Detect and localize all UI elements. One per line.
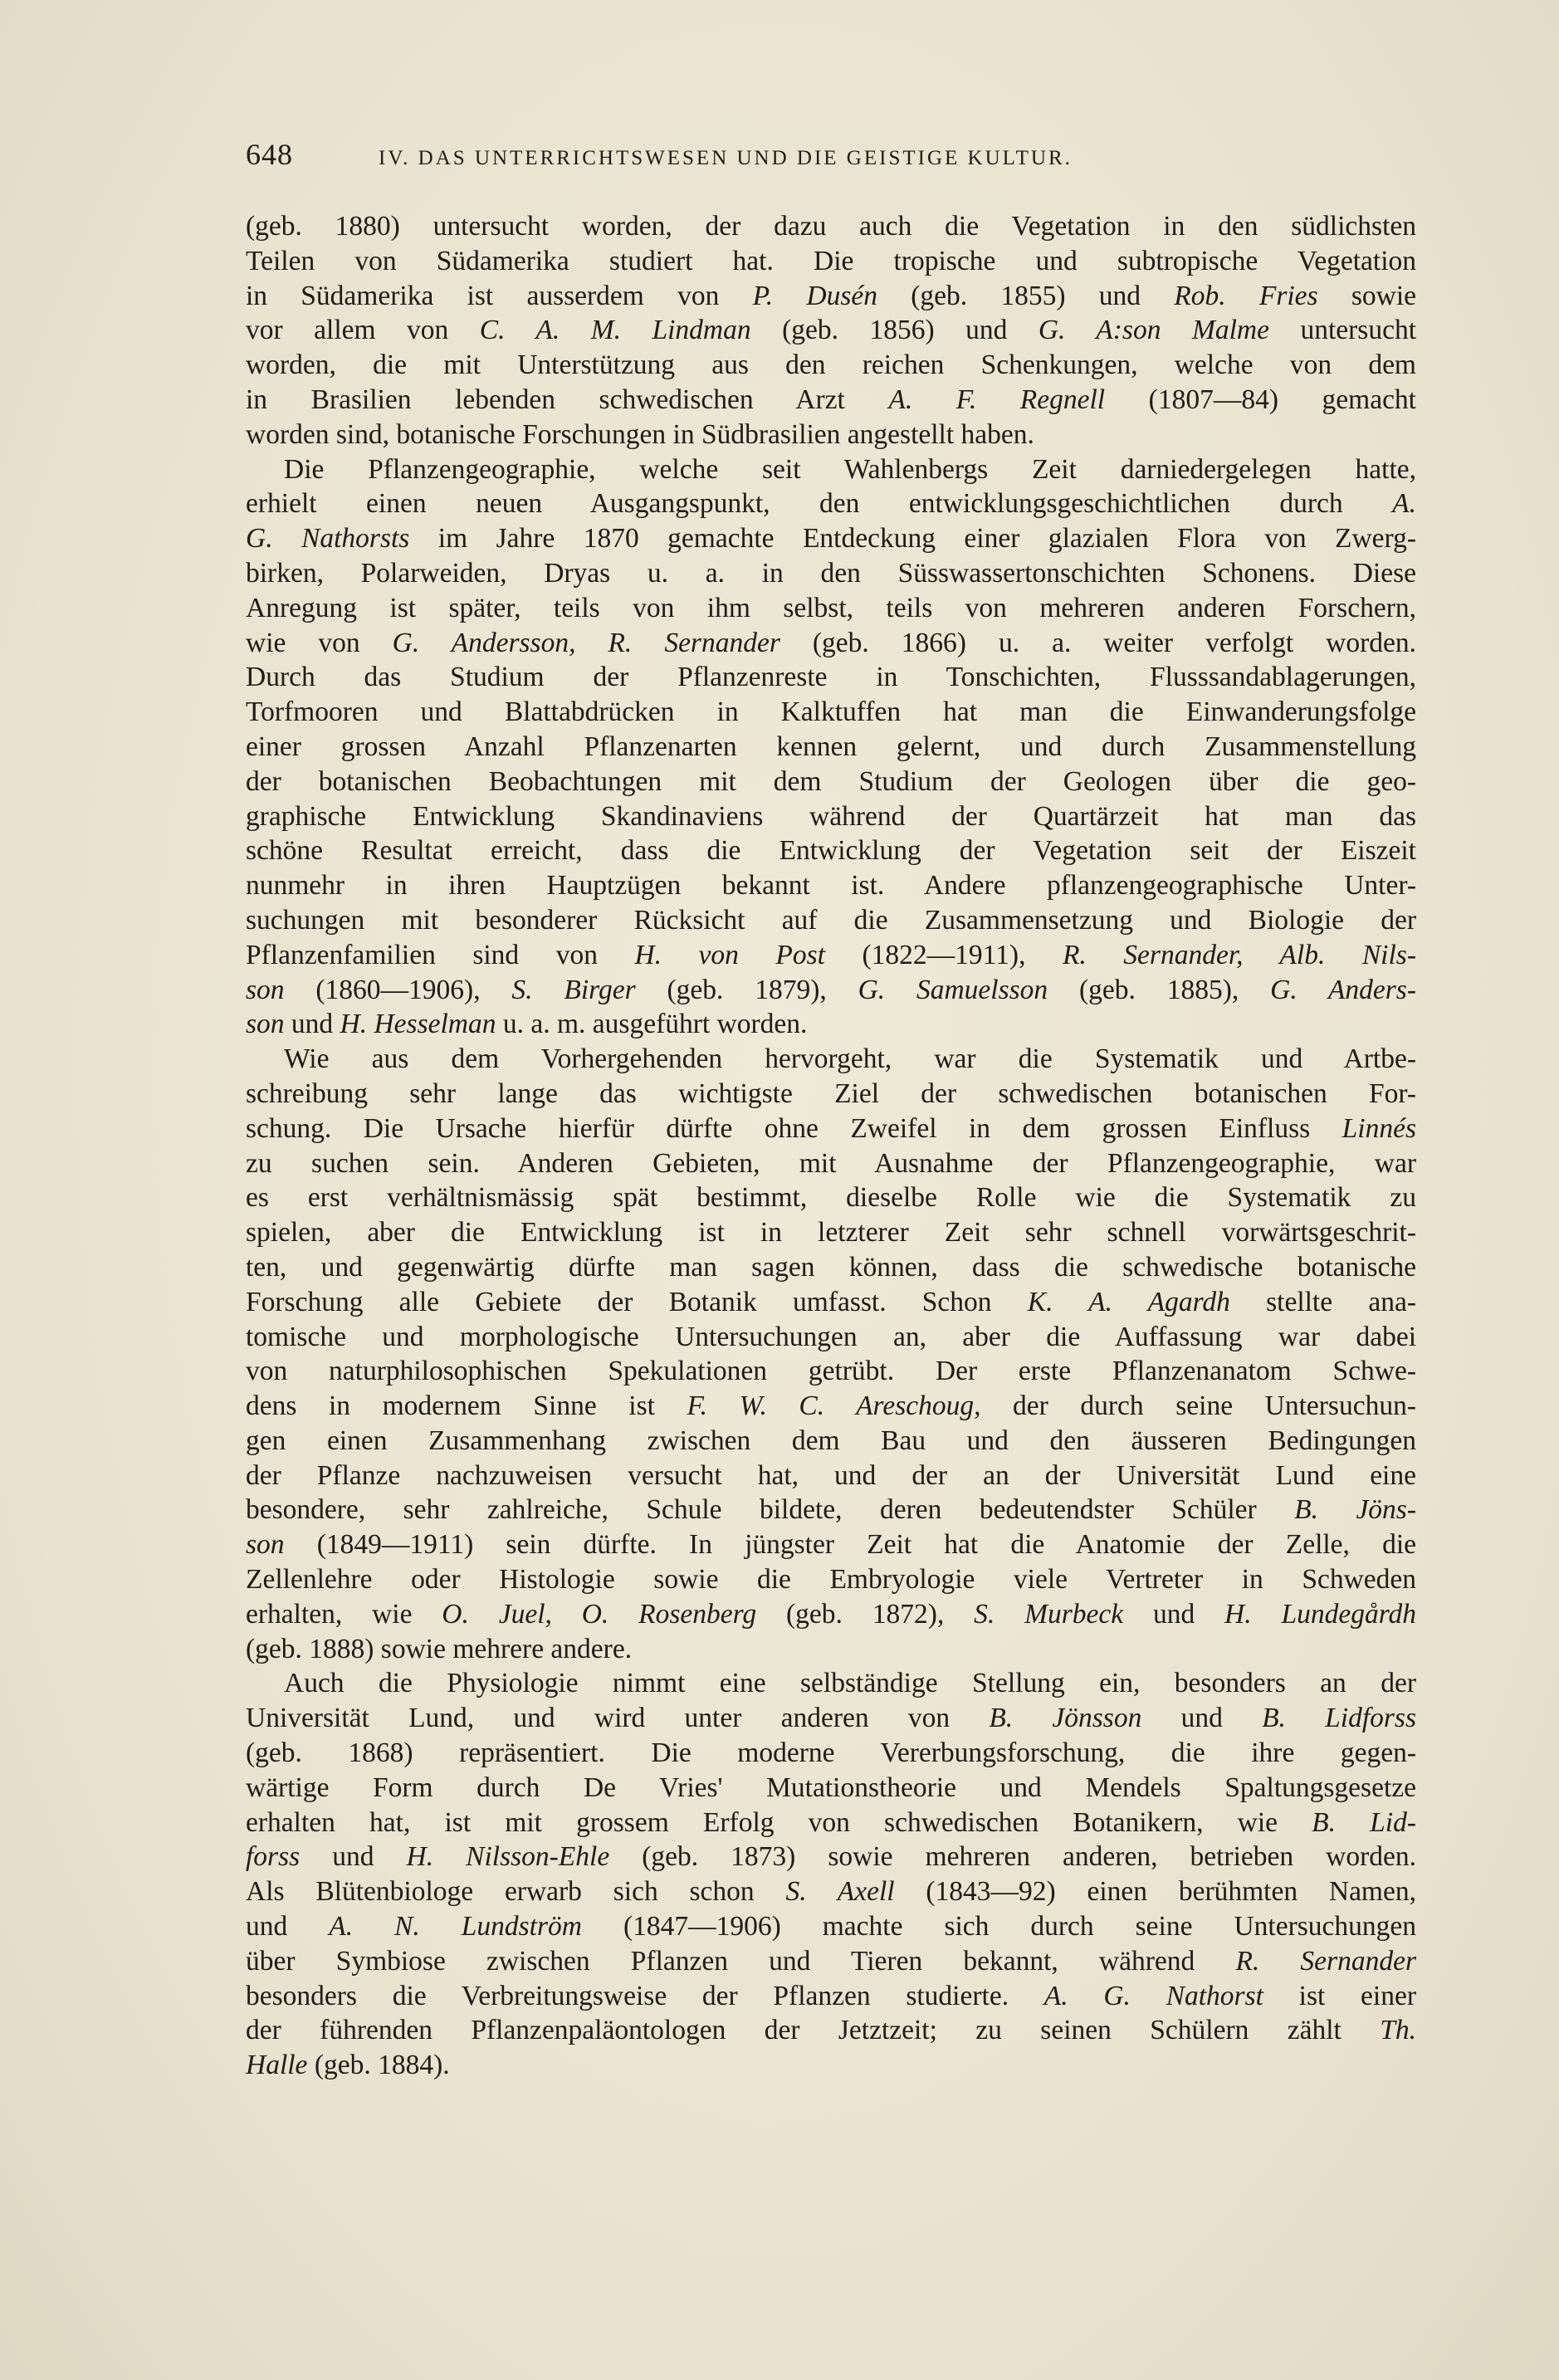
text-line — [246, 383, 1416, 418]
text-line — [246, 1180, 1416, 1215]
italic-name: B. Jöns- — [1294, 1494, 1417, 1526]
text-segment: von naturphilosophischen Spekulationen getrübt. Der erste Pflanzenanatom Schwe- — [246, 1356, 1416, 1387]
text-segment: (geb. 1884). — [307, 2050, 450, 2081]
text-segment: birken, Polarweiden, Dryas u. a. in den Süsswassertonschichten Schonens. Diese — [246, 557, 1416, 589]
italic-name: G. Anders- — [1270, 974, 1416, 1005]
text-line — [246, 1146, 1416, 1181]
text-segment: Pflanzenfamilien sind von — [246, 939, 635, 970]
italic-name: C. A. M. Lindman — [479, 315, 751, 346]
text-line — [246, 452, 1416, 487]
italic-name: S. Murbeck — [974, 1598, 1124, 1630]
text-segment: in Südamerika ist ausserdem von — [246, 280, 753, 311]
text-segment: Torfmooren und Blattabdrücken in Kalktuffen hat man die Einwanderungsfolge — [246, 696, 1416, 728]
text-line — [246, 1874, 1416, 1909]
text-line — [246, 1944, 1416, 1979]
text-line — [246, 903, 1416, 938]
italic-name: S. Birger — [511, 974, 636, 1005]
text-line — [246, 660, 1416, 695]
text-segment: Universität Lund, und wird unter anderen von — [246, 1703, 990, 1734]
text-line — [246, 1077, 1416, 1112]
text-line — [246, 1527, 1416, 1562]
text-line — [246, 1979, 1416, 2014]
italic-name: forss — [246, 1841, 301, 1873]
text-line — [246, 591, 1416, 626]
text-segment: schreibung sehr lange das wichtigste Ziel der schwedischen botanischen For- — [246, 1078, 1416, 1109]
text-line — [246, 1285, 1416, 1320]
italic-name: G. A:son Malme — [1038, 315, 1269, 346]
text-segment: gen einen Zusammenhang zwischen dem Bau und den äusseren Bedingungen — [246, 1425, 1416, 1456]
text-segment: über Symbiose zwischen Pflanzen und Tieren bekannt, während — [246, 1945, 1236, 1977]
italic-name: O. Juel, O. Rosenberg — [442, 1598, 757, 1630]
text-segment: Als Blütenbiologe erwarb sich schon — [246, 1876, 786, 1908]
text-segment: und — [1123, 1598, 1225, 1630]
page-number: 648 — [246, 138, 293, 171]
text-segment: wärtige Form durch De Vries' Mutationstheorie und Mendels Spaltungsgesetze — [246, 1772, 1416, 1803]
text-segment: Wie aus dem Vorhergehenden hervorgeht, war die Systematik und Artbe- — [284, 1043, 1416, 1075]
text-line — [246, 313, 1416, 348]
italic-name: G. Nathorsts — [246, 523, 410, 555]
text-line — [246, 1666, 1416, 1701]
italic-name: R. Sernander, Alb. Nils- — [1062, 939, 1416, 970]
text-segment: Auch die Physiologie nimmt eine selbständige Stellung ein, besonders an der — [284, 1668, 1416, 1699]
text-segment: erhielt einen neuen Ausgangspunkt, den entwicklungsgeschichtlichen durch — [246, 488, 1393, 520]
italic-name: B. Jönsson — [989, 1703, 1142, 1734]
text-segment: sowie — [1317, 280, 1416, 311]
text-line — [246, 1736, 1416, 1771]
text-segment: Die Pflanzengeographie, welche seit Wahlenbergs Zeit darniedergelegen hatte, — [284, 453, 1416, 485]
italic-name: son — [246, 1529, 285, 1561]
text-segment: der Pflanze nachzuweisen versucht hat, und der an der Universität Lund eine — [246, 1459, 1416, 1491]
text-line — [246, 1632, 1416, 1667]
italic-name: Linnés — [1342, 1112, 1416, 1144]
text-line — [246, 209, 1416, 244]
text-segment: (geb. 1868) repräsentiert. Die moderne Vererbungsforschung, die ihre gegen- — [246, 1737, 1416, 1769]
text-segment: Zellenlehre oder Histologie sowie die Embryologie viele Vertreter in Schweden — [246, 1564, 1416, 1596]
text-segment: und — [1141, 1703, 1263, 1734]
text-segment: (geb. 1879), — [635, 974, 858, 1005]
text-line — [246, 1771, 1416, 1806]
text-segment: Durch das Studium der Pflanzenreste in Tonschichten, Flusssandablagerungen, — [246, 662, 1416, 693]
text-segment: graphische Entwicklung Skandinaviens während der Quartärzeit hat man das — [246, 800, 1416, 832]
text-segment: der durch seine Untersuchun- — [980, 1390, 1416, 1422]
text-segment: worden sind, botanische Forschungen in Südbrasilien angestellt haben. — [246, 418, 1034, 450]
text-segment: spielen, aber die Entwicklung ist in letzterer Zeit sehr schnell vorwärtsgeschrit- — [246, 1217, 1416, 1249]
text-segment: (geb. 1880) untersucht worden, der dazu auch die Vegetation in den südlichsten — [246, 211, 1416, 242]
italic-name: S. Axell — [785, 1876, 895, 1908]
italic-name: Th. — [1380, 2015, 1416, 2046]
italic-name: son — [246, 974, 285, 1005]
text-segment: (1843—92) einen berühmten Namen, — [894, 1876, 1416, 1908]
italic-name: K. A. Agardh — [1027, 1286, 1230, 1317]
text-segment: und — [284, 1009, 340, 1040]
italic-name: G. Andersson, R. Sernander — [392, 627, 780, 658]
text-segment: u. a. m. ausgeführt worden. — [496, 1009, 808, 1040]
text-segment: (1807—84) gemacht — [1105, 384, 1416, 415]
text-segment: (1847—1906) machte sich durch seine Untersuchungen — [581, 1911, 1416, 1943]
text-segment: stellte ana- — [1229, 1286, 1416, 1317]
body-text — [246, 209, 1416, 2083]
text-segment: suchungen mit besonderer Rücksicht auf die Zusammensetzung und Biologie der — [246, 904, 1416, 936]
text-line — [246, 2048, 1416, 2083]
text-segment: (1822—1911), — [824, 939, 1063, 970]
text-segment: und — [300, 1841, 407, 1873]
text-segment: (geb. 1872), — [756, 1598, 975, 1630]
italic-name: A. G. Nathorst — [1043, 1980, 1263, 2011]
italic-name: F. W. C. Areschoug, — [687, 1390, 981, 1422]
text-line — [246, 1562, 1416, 1597]
text-line — [246, 279, 1416, 314]
text-line — [246, 973, 1416, 1008]
text-segment: schöne Resultat erreicht, dass die Entwicklung der Vegetation seit der Eiszeit — [246, 835, 1416, 867]
text-line — [246, 1701, 1416, 1736]
text-line — [246, 1597, 1416, 1632]
text-segment: tomische und morphologische Untersuchungen an, aber die Auffassung war dabei — [246, 1321, 1416, 1352]
text-segment: besonders die Verbreitungsweise der Pflanzen studierte. — [246, 1980, 1044, 2011]
text-segment: und — [246, 1911, 330, 1943]
text-segment: vor allem von — [246, 315, 480, 346]
text-line — [246, 1112, 1416, 1146]
text-segment: nunmehr in ihren Hauptzügen bekannt ist. Andere pflanzengeographische Unter- — [246, 870, 1416, 902]
text-segment: untersucht — [1268, 315, 1417, 346]
text-segment: besondere, sehr zahlreiche, Schule bildete, deren bedeutendster Schüler — [246, 1494, 1295, 1526]
text-line — [246, 799, 1416, 834]
text-line — [246, 1493, 1416, 1527]
text-line — [246, 1909, 1416, 1944]
text-segment: (1860—1906), — [284, 974, 512, 1005]
text-segment: wie von — [246, 627, 393, 658]
italic-name: son — [246, 1009, 285, 1040]
text-line — [246, 626, 1416, 661]
text-line — [246, 730, 1416, 765]
text-line — [246, 1840, 1416, 1874]
text-segment: es erst verhältnismässig spät bestimmt, dieselbe Rolle wie die Systematik zu — [246, 1182, 1416, 1214]
text-line — [246, 1007, 1416, 1042]
text-line — [246, 1806, 1416, 1840]
text-line — [246, 695, 1416, 730]
italic-name: A. N. Lundström — [329, 1911, 582, 1943]
text-line — [246, 1389, 1416, 1424]
page-header — [246, 137, 1416, 172]
text-segment: worden, die mit Unterstützung aus den reichen Schenkungen, welche von dem — [246, 349, 1416, 381]
text-line — [246, 348, 1416, 383]
running-head: IV. DAS UNTERRICHTSWESEN UND DIE GEISTIGE KULTUR. — [379, 147, 1073, 169]
italic-name: H. von Post — [634, 939, 825, 970]
italic-name: H. Lundegårdh — [1224, 1598, 1416, 1630]
text-segment: Forschung alle Gebiete der Botanik umfasst. Schon — [246, 1286, 1028, 1317]
italic-name: Halle — [246, 2050, 308, 2081]
italic-name: B. Lid- — [1312, 1806, 1416, 1838]
text-segment: erhalten, wie — [246, 1598, 442, 1630]
italic-name: B. Lidforss — [1262, 1703, 1416, 1734]
text-segment: ten, und gegenwärtig dürfte man sagen können, dass die schwedische botanische — [246, 1251, 1416, 1283]
text-segment: zu suchen sein. Anderen Gebieten, mit Ausnahme der Pflanzengeographie, war — [246, 1147, 1416, 1179]
text-segment: der botanischen Beobachtungen mit dem Studium der Geologen über die geo- — [246, 765, 1416, 797]
text-segment: (geb. 1873) sowie mehreren anderen, betrieben worden. — [609, 1841, 1416, 1873]
text-line — [246, 1250, 1416, 1285]
italic-name: P. Dusén — [752, 280, 877, 311]
text-line — [246, 833, 1416, 868]
italic-name: G. Samuelsson — [858, 974, 1048, 1005]
text-line — [246, 938, 1416, 973]
text-segment: der führenden Pflanzenpaläontologen der Jetztzeit; zu seinen Schülern zählt — [246, 2015, 1381, 2046]
text-segment: dens in modernem Sinne ist — [246, 1390, 687, 1422]
text-segment: (geb. 1866) u. a. weiter verfolgt worden. — [780, 627, 1416, 658]
text-line — [246, 486, 1416, 521]
text-line — [246, 868, 1416, 903]
text-line — [246, 765, 1416, 799]
italic-name: H. Hesselman — [340, 1009, 496, 1040]
text-line — [246, 1459, 1416, 1493]
text-segment: ist einer — [1263, 1980, 1416, 2011]
text-line — [246, 244, 1416, 279]
text-line — [246, 556, 1416, 591]
text-segment: (geb. 1856) und — [750, 315, 1039, 346]
text-line — [246, 521, 1416, 556]
text-line — [246, 1215, 1416, 1250]
text-segment: im Jahre 1870 gemachte Entdeckung einer glazialen Flora von Zwerg- — [409, 523, 1416, 555]
text-line — [246, 1042, 1416, 1077]
text-segment: schung. Die Ursache hierfür dürfte ohne Zweifel in dem grossen Einfluss — [246, 1112, 1342, 1144]
text-line — [246, 1320, 1416, 1355]
italic-name: A. — [1392, 488, 1416, 520]
italic-name: Rob. Fries — [1174, 280, 1318, 311]
text-segment: Teilen von Südamerika studiert hat. Die tropische und subtropische Vegetation — [246, 245, 1416, 276]
text-segment: erhalten hat, ist mit grossem Erfolg von schwedischen Botanikern, wie — [246, 1806, 1312, 1838]
text-line — [246, 418, 1416, 452]
italic-name: H. Nilsson-Ehle — [406, 1841, 610, 1873]
italic-name: R. Sernander — [1235, 1945, 1416, 1977]
italic-name: A. F. Regnell — [888, 384, 1106, 415]
text-segment: Anregung ist später, teils von ihm selbst, teils von mehreren anderen Forschern, — [246, 592, 1416, 623]
text-segment: in Brasilien lebenden schwedischen Arzt — [246, 384, 889, 415]
text-segment: (geb. 1855) und — [877, 280, 1175, 311]
text-segment: (geb. 1888) sowie mehrere andere. — [246, 1633, 633, 1664]
text-segment: (geb. 1885), — [1048, 974, 1271, 1005]
text-line — [246, 2013, 1416, 2048]
text-segment: (1849—1911) sein dürfte. In jüngster Zeit hat die Anatomie der Zelle, die — [284, 1529, 1416, 1561]
text-line — [246, 1424, 1416, 1459]
text-line — [246, 1354, 1416, 1389]
text-segment: einer grossen Anzahl Pflanzenarten kennen gelernt, und durch Zusammenstellung — [246, 731, 1416, 762]
